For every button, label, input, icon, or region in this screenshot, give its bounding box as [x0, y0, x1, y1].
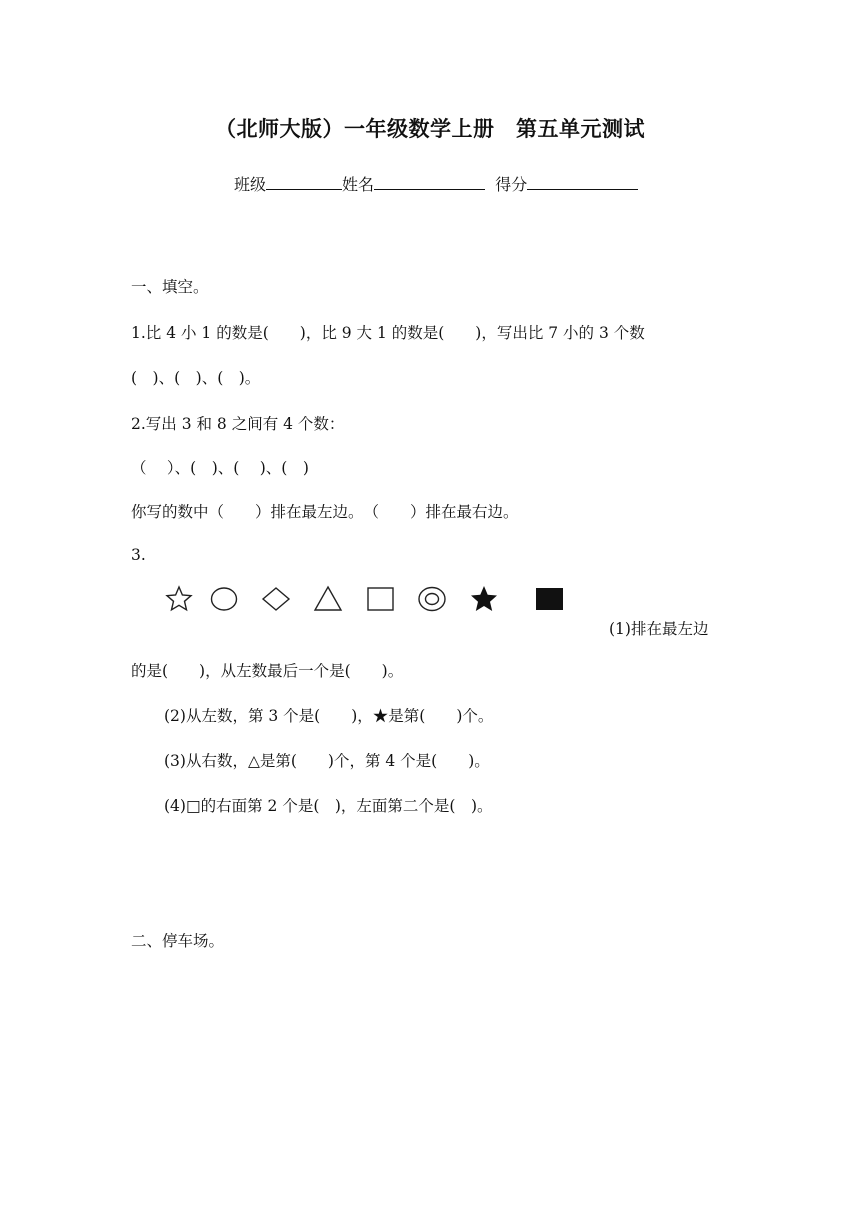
question-1-line-1: 1.比 4 小 1 的数是( )，比 9 大 1 的数是( )，写出比 7 小的 3 个数 — [131, 324, 645, 342]
student-info-row — [234, 172, 638, 195]
name-label: 姓名 — [342, 175, 375, 194]
shape-sequence — [160, 582, 580, 618]
square-icon — [368, 588, 393, 610]
circle-icon — [212, 588, 237, 610]
class-blank[interactable] — [266, 174, 342, 190]
question-2-line-2: （ ）、( )、( )、( ) — [131, 459, 309, 477]
question-1-line-2: ( )、( )、( )。 — [131, 369, 261, 387]
page-title: （北师大版）一年级数学上册 第五单元测试 — [215, 117, 645, 141]
name-blank[interactable] — [374, 174, 485, 190]
diamond-icon — [263, 588, 289, 610]
question-3-label: 3. — [131, 546, 146, 564]
star-outline-icon — [167, 587, 191, 610]
question-2-line-3: 你写的数中（ ）排在最左边。 （ ）排在最右边。 — [131, 503, 519, 521]
class-label: 班级 — [234, 175, 267, 194]
question-3-sub-1-end: 的是( )，从左数最后一个是( )。 — [131, 662, 404, 680]
question-2-line-1: 2.写出 3 和 8 之间有 4 个数： — [131, 415, 345, 433]
score-label: 得分 — [495, 175, 528, 194]
question-3-sub-4: (4)□的右面第 2 个是( )，左面第二个是( )。 — [164, 797, 493, 815]
star-filled-icon — [471, 586, 497, 611]
section2-heading: 二、停车场。 — [131, 932, 225, 950]
question-3-sub-1-start: (1)排在最左边 — [609, 620, 709, 638]
score-blank[interactable] — [527, 174, 638, 190]
triangle-icon — [315, 587, 341, 610]
square-filled-icon — [536, 588, 563, 610]
double-circle-icon — [419, 588, 445, 611]
section1-heading: 一、填空。 — [131, 278, 209, 296]
question-3-sub-3: (3)从右数，△是第( )个，第 4 个是( )。 — [164, 752, 490, 770]
question-3-sub-2: (2)从左数，第 3 个是( )，★是第( )个。 — [164, 707, 494, 725]
